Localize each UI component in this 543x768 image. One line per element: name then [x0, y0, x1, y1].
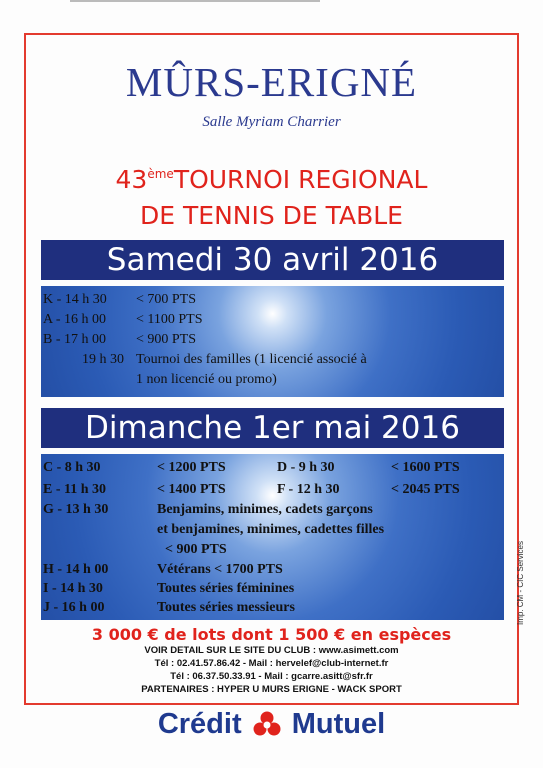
sun-row-time: D - 9 h 30	[277, 460, 335, 475]
sun-row-desc: Toutes séries féminines	[157, 581, 295, 596]
sat-row-time: A - 16 h 00	[43, 312, 106, 327]
sun-row-desc: Toutes séries messieurs	[157, 600, 295, 615]
sun-row-time: J - 16 h 00	[43, 600, 105, 615]
sunday-banner: Dimanche 1er mai 2016	[41, 408, 504, 448]
sun-row-time: E - 11 h 30	[43, 482, 107, 497]
tournament-heading	[0, 156, 543, 234]
prizes-line: 3 000 € de lots dont 1 500 € en espèces	[91, 625, 452, 644]
sun-row-time: I - 14 h 30	[43, 581, 103, 596]
logo-word-2: Mutuel	[291, 708, 386, 740]
club-website-line: VOIR DETAIL SUR LE SITE DU CLUB : www.asimett.com	[144, 645, 399, 656]
sun-row-time: F - 12 h 30	[277, 482, 340, 497]
tournament-line-2: DE TENNIS DE TABLE	[140, 201, 403, 230]
page-title: MÛRS-ERIGNÉ	[125, 59, 418, 105]
sat-row-desc: < 700 PTS	[136, 292, 197, 307]
sat-row-time: 19 h 30	[82, 352, 124, 367]
sun-row-desc: < 1600 PTS	[391, 460, 460, 475]
saturday-banner: Samedi 30 avril 2016	[41, 240, 504, 280]
sun-row-time: C - 8 h 30	[43, 460, 101, 475]
edition-number: 43	[115, 165, 148, 194]
sat-row-desc: < 900 PTS	[136, 332, 197, 347]
credit-mutuel-mark-icon	[252, 709, 282, 737]
sunday-panel	[41, 454, 504, 620]
sat-row-desc: < 1100 PTS	[136, 312, 203, 327]
sun-row-desc: < 1200 PTS	[157, 460, 226, 475]
venue-subtitle: Salle Myriam Charrier	[202, 114, 341, 130]
edition-suffix: ème	[147, 167, 174, 181]
sun-row-desc: < 2045 PTS	[391, 482, 460, 497]
sun-row-desc: Vétérans < 1700 PTS	[157, 562, 283, 577]
sat-row-time: K - 14 h 30	[43, 292, 107, 307]
partners-line: PARTENAIRES : HYPER U MURS ERIGNE - WACK SPORT	[141, 684, 402, 695]
contact-line-1: Tél : 02.41.57.86.42 - Mail : hervelef@club-internet.fr	[154, 658, 389, 669]
sun-row-desc: Benjamins, minimes, cadets garçons	[157, 502, 373, 517]
sun-row-time: H - 14 h 00	[43, 562, 109, 577]
credit-mutuel-logo	[0, 708, 543, 741]
saturday-panel	[41, 286, 504, 397]
sun-row-desc: < 900 PTS	[165, 542, 227, 557]
imprint-text: Imp. CM - CIC Services	[516, 540, 525, 625]
logo-word-1: Crédit	[157, 708, 242, 740]
tournament-name-1: TOURNOI REGIONAL	[173, 165, 428, 194]
sat-row-desc: 1 non licencié ou promo)	[136, 372, 277, 387]
sat-row-time: B - 17 h 00	[43, 332, 106, 347]
top-edge-line	[70, 0, 320, 2]
sat-row-desc: Tournoi des familles (1 licencié associé à	[136, 352, 367, 367]
sun-row-desc: et benjamines, minimes, cadettes filles	[157, 522, 385, 537]
tournament-line-1	[0, 156, 543, 198]
sun-row-desc: < 1400 PTS	[157, 482, 226, 497]
sun-row-time: G - 13 h 30	[43, 502, 109, 517]
contact-line-2: Tél : 06.37.50.33.91 - Mail : gcarre.asitt@sfr.fr	[170, 671, 373, 682]
